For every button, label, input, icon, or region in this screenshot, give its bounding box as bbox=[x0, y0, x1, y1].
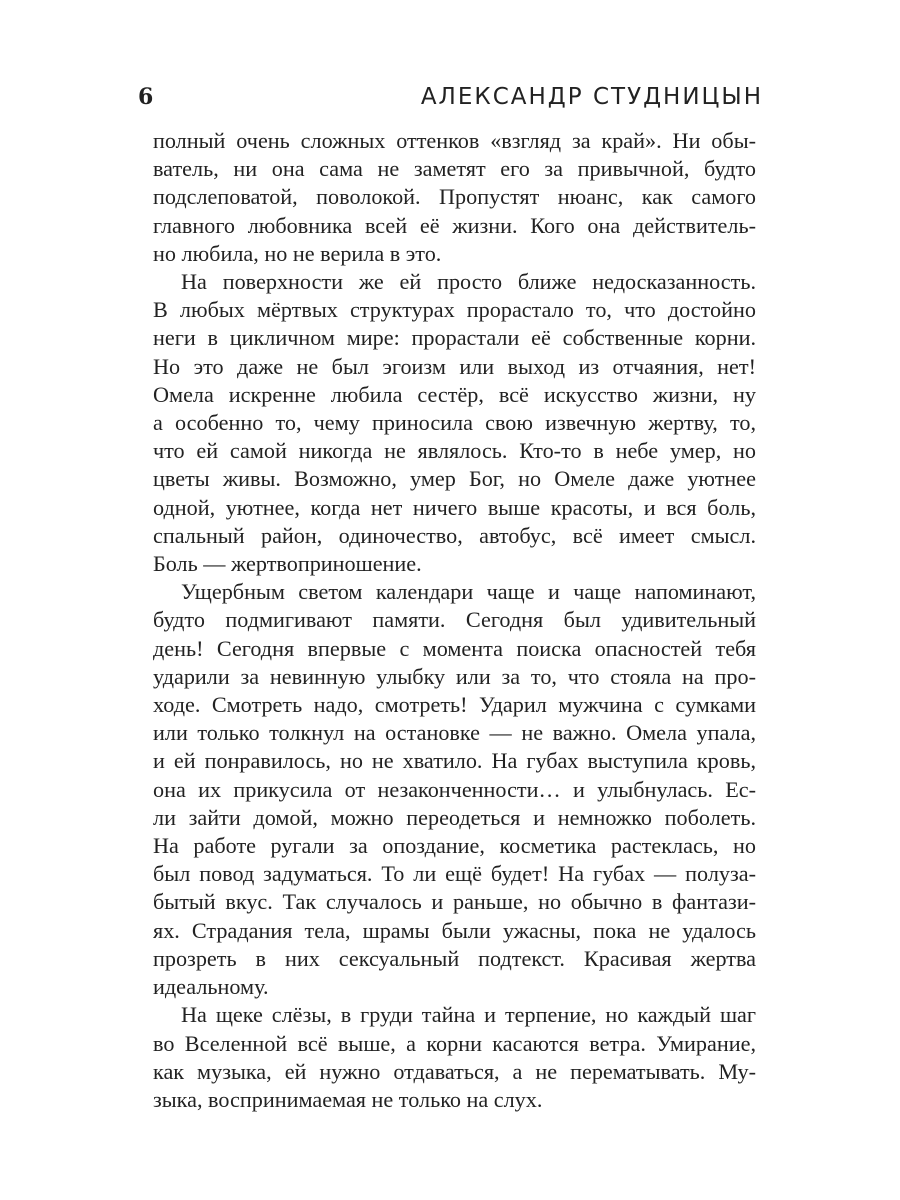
paragraph bbox=[153, 578, 756, 1001]
text-line: полный очень сложных оттенков «взгляд за край». Ни обы- bbox=[153, 128, 756, 153]
text-line: Ущербным светом календари чаще и чаще напоминают, bbox=[181, 579, 756, 605]
text-line: бытый вкус. Так случалось и раньше, но обычно в фантази- bbox=[153, 889, 756, 915]
text-line: что ей самой никогда не являлось. Кто-то в небе умер, но bbox=[153, 438, 756, 464]
text-line: зыка, воспринимаемая не только на слух. bbox=[153, 1086, 543, 1112]
text-line: На работе ругали за опоздание, косметика растеклась, но bbox=[153, 833, 756, 859]
text-line: На щеке слёзы, в груди тайна и терпение, но каждый шаг bbox=[181, 1002, 756, 1028]
text-line: идеальному. bbox=[153, 974, 269, 1000]
text-line: и ей понравилось, но не хватило. На губах выступила кровь, bbox=[153, 748, 756, 774]
text-line: прозреть в них сексуальный подтекст. Красивая жертва bbox=[153, 945, 756, 971]
text-line: Омела искренне любила сестёр, всё искусство жизни, ну bbox=[153, 381, 756, 407]
text-line: одной, уютнее, когда нет ничего выше красоты, и вся боль, bbox=[153, 494, 756, 520]
text-line: или только толкнул на остановке — не важно. Омела упала, bbox=[153, 720, 756, 746]
paragraph bbox=[153, 127, 756, 268]
text-line: ватель, ни она сама не заметят его за привычной, будто bbox=[153, 156, 756, 182]
text-line: во Вселенной всё выше, а корни касаются ветра. Умирание, bbox=[153, 1030, 756, 1056]
paragraph bbox=[153, 268, 756, 578]
running-head-author: АЛЕКСАНДР СТУДНИЦЫН bbox=[420, 84, 763, 110]
text-line: ли зайти домой, можно переодеться и немножко поболеть. bbox=[153, 804, 756, 830]
text-line: день! Сегодня впервые с момента поиска опасностей тебя bbox=[153, 635, 756, 661]
text-line: главного любовника всей её жизни. Кого она действитель- bbox=[153, 212, 756, 238]
text-line: ях. Страдания тела, шрамы были ужасны, пока не удалось bbox=[153, 917, 756, 943]
text-line: а особенно то, чему приносила свою извечную жертву, то, bbox=[153, 410, 756, 436]
text-line: был повод задуматься. То ли ещё будет! На губах — полуза- bbox=[153, 861, 756, 887]
text-line: цветы живы. Возможно, умер Бог, но Омеле даже уютнее bbox=[153, 466, 756, 492]
page-text bbox=[153, 127, 756, 1114]
text-line: Боль — жертвоприношение. bbox=[153, 551, 422, 577]
paragraph bbox=[153, 1001, 756, 1114]
text-line: как музыка, ей нужно отдаваться, а не перематывать. Му- bbox=[153, 1058, 756, 1084]
text-line: подслеповатой, поволокой. Пропустят нюанс, как самого bbox=[153, 184, 756, 210]
text-line: На поверхности же ей просто ближе недосказанность. bbox=[181, 269, 756, 295]
text-line: ходе. Смотреть надо, смотреть! Ударил мужчина с сумками bbox=[153, 692, 756, 718]
text-line: Но это даже не был эгоизм или выход из отчаяния, нет! bbox=[153, 353, 756, 379]
text-line: спальный район, одиночество, автобус, всё имеет смысл. bbox=[153, 522, 756, 548]
text-line: будто подмигивают памяти. Сегодня был удивительный bbox=[153, 607, 756, 633]
text-line: ударили за невинную улыбку или за то, что стояла на про- bbox=[153, 663, 756, 689]
text-line: она их прикусила от незаконченности… и улыбнулась. Ес- bbox=[153, 776, 756, 802]
text-line: В любых мёртвых структурах прорастало то, что достойно bbox=[153, 297, 756, 323]
page-number: 6 bbox=[138, 84, 154, 110]
text-line: но любила, но не верила в это. bbox=[153, 240, 442, 266]
text-line: неги в цикличном мире: прорастали её собственные корни. bbox=[153, 325, 756, 351]
